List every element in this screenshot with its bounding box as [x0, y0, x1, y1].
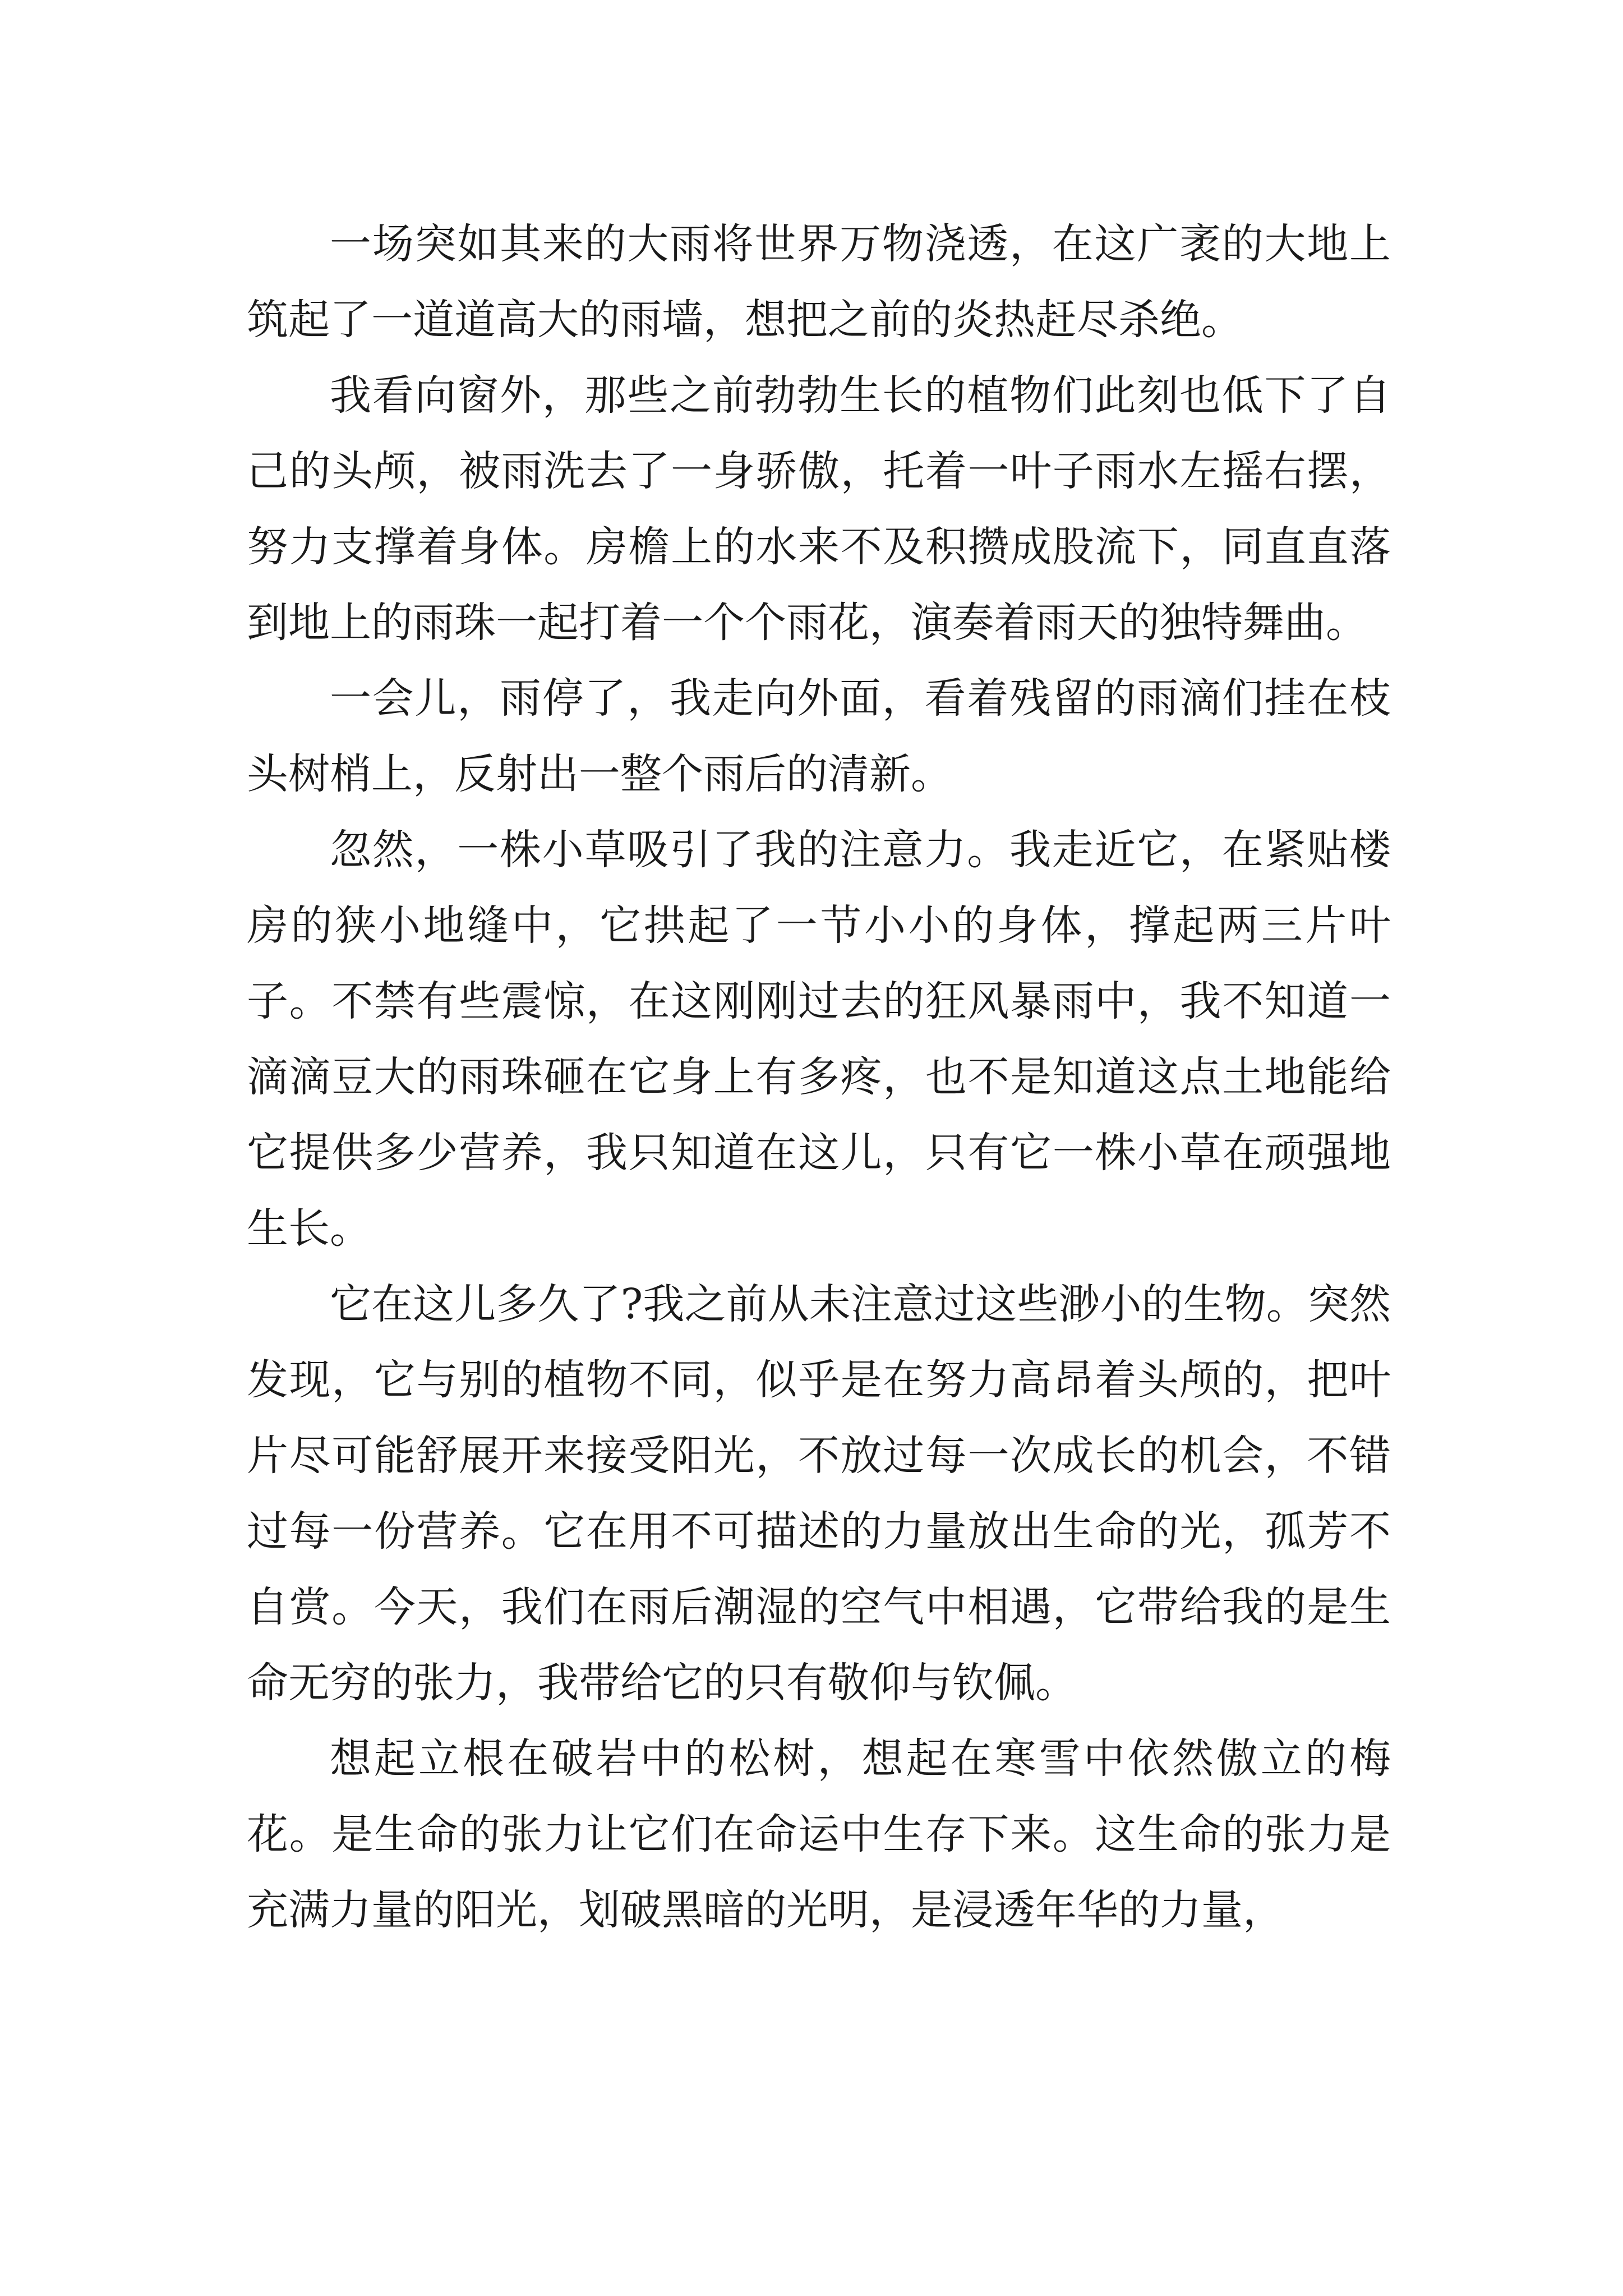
paragraph-1: 一场突如其来的大雨将世界万物浇透，在这广袤的大地上筑起了一道道高大的雨墙，想把之前的炎热赶尽杀绝。 — [247, 220, 1391, 344]
paragraph-5: 它在这儿多久了?我之前从未注意过这些渺小的生物。突然发现，它与别的植物不同，似乎是在努力高昂着头颅的，把叶片尽可能舒展开来接受阳光，不放过每一次成长的机会，不错过每一份营养。它在用不可描述的力量放出生命的光，孤芳不自赏。今天，我们在雨后潮湿的空气中相遇，它带给我的是生命无穷的张力，我带给它的只有敬仰与钦佩。 — [247, 1280, 1391, 1707]
paragraph-6: 想起立根在破岩中的松树，想起在寒雪中依然傲立的梅花。是生命的张力让它们在命运中生存下来。这生命的张力是充满力量的阳光，划破黑暗的光明，是浸透年华的力量， — [247, 1734, 1391, 1934]
paragraph-2: 我看向窗外，那些之前勃勃生长的植物们此刻也低下了自己的头颅，被雨洗去了一身骄傲，托着一叶子雨水左摇右摆，努力支撑着身体。房檐上的水来不及积攒成股流下，同直直落到地上的雨珠一起打着一个个雨花，演奏着雨天的独特舞曲。 — [247, 371, 1391, 647]
paragraph-3: 一会儿，雨停了，我走向外面，看着残留的雨滴们挂在枝头树梢上，反射出一整个雨后的清新。 — [247, 674, 1391, 798]
essay-body — [247, 206, 1391, 1948]
paragraph-4: 忽然，一株小草吸引了我的注意力。我走近它，在紧贴楼房的狭小地缝中，它拱起了一节小小的身体，撑起两三片叶子。不禁有些震惊，在这刚刚过去的狂风暴雨中，我不知道一滴滴豆大的雨珠砸在它身上有多疼，也不是知道这点土地能给它提供多少营养，我只知道在这儿，只有它一株小草在顽强地生长。 — [247, 826, 1391, 1253]
